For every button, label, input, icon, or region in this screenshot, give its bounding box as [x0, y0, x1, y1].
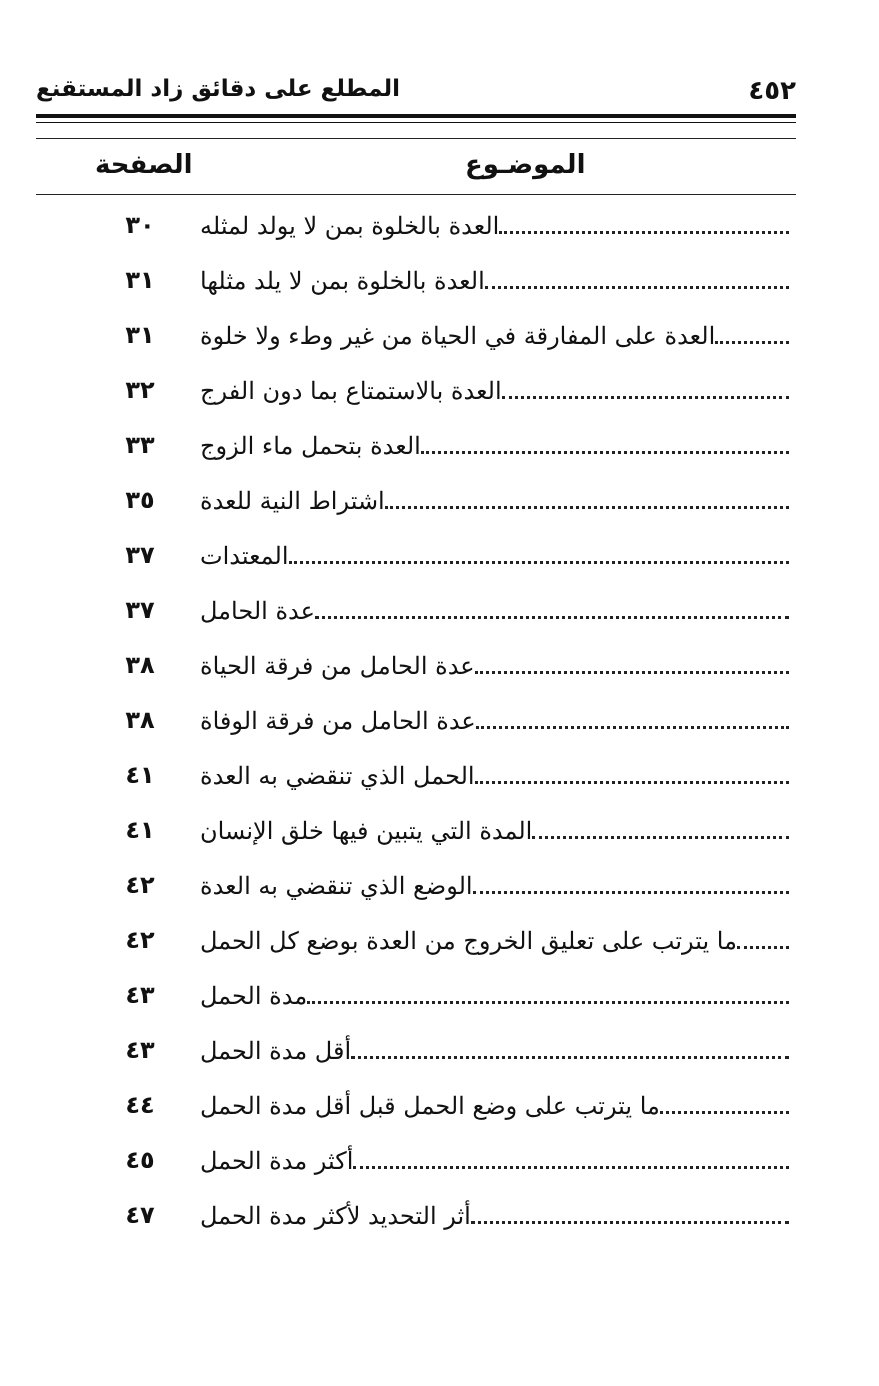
entry-leader: [196, 748, 789, 803]
entry-title: العدة بالخلوة بمن لا يلد مثلها: [200, 266, 485, 295]
contents-row: [0, 803, 879, 858]
dot-leader: [502, 396, 789, 399]
dot-leader: [307, 1001, 789, 1004]
entry-leader: [196, 693, 789, 748]
entry-title: عدة الحامل من فرقة الوفاة: [200, 706, 476, 735]
entry-page-number: ٣٧: [125, 596, 155, 624]
contents-row: [0, 363, 879, 418]
dot-leader: [351, 1056, 789, 1059]
contents-row: [0, 913, 879, 968]
dot-leader: [353, 1166, 789, 1169]
entry-leader: [196, 1078, 789, 1133]
entry-leader: [196, 1133, 789, 1188]
entry-page-number: ٣٨: [125, 706, 155, 734]
entry-leader: [196, 803, 789, 858]
entry-page-number: ٤١: [125, 761, 155, 789]
entry-title: أثر التحديد لأكثر مدة الحمل: [200, 1201, 471, 1230]
page-number: ٤٥٢: [748, 76, 796, 106]
entry-title: اشتراط النية للعدة: [200, 486, 385, 515]
entry-title: ما يترتب على وضع الحمل قبل أقل مدة الحمل: [200, 1091, 660, 1120]
entry-leader: [196, 1188, 789, 1243]
dot-leader: [289, 561, 789, 564]
dot-leader: [485, 286, 789, 289]
topic-column-header: الموضـوع: [465, 150, 586, 180]
entry-title: المعتدات: [200, 541, 289, 570]
contents-row: [0, 1188, 879, 1243]
dot-leader: [660, 1111, 789, 1114]
dot-leader: [499, 231, 789, 234]
entry-title: الوضع الذي تنقضي به العدة: [200, 871, 473, 900]
entry-page-number: ٣٢: [125, 376, 155, 404]
entry-leader: [196, 913, 789, 968]
entry-title: أكثر مدة الحمل: [200, 1146, 354, 1175]
entry-page-number: ٤٢: [125, 926, 155, 954]
entry-title: ما يترتب على تعليق الخروج من العدة بوضع كل الحمل: [200, 926, 737, 955]
contents-row: [0, 1133, 879, 1188]
contents-row: [0, 528, 879, 583]
entry-leader: [196, 638, 789, 693]
dot-leader: [475, 671, 789, 674]
contents-row: [0, 693, 879, 748]
entry-leader: [196, 858, 789, 913]
entry-leader: [196, 1023, 789, 1078]
entry-page-number: ٤٧: [125, 1201, 155, 1229]
running-header: [36, 72, 796, 112]
entry-page-number: ٣٣: [125, 431, 155, 459]
dot-leader: [532, 836, 789, 839]
entry-title: أقل مدة الحمل: [200, 1036, 352, 1065]
entry-title: مدة الحمل: [200, 981, 308, 1010]
contents-row: [0, 1023, 879, 1078]
entry-page-number: ٣٧: [125, 541, 155, 569]
dot-leader: [715, 341, 789, 344]
dot-leader: [476, 726, 789, 729]
header-rule-thick: [36, 114, 796, 118]
dot-leader: [471, 1221, 789, 1224]
entry-title: العدة على المفارقة في الحياة من غير وطء ولا خلوة: [200, 321, 716, 350]
contents-row: [0, 418, 879, 473]
entry-title: العدة بالاستمتاع بما دون الفرج: [200, 376, 502, 405]
entry-page-number: ٤٤: [125, 1091, 155, 1119]
contents-row: [0, 198, 879, 253]
entry-title: العدة بتحمل ماء الزوج: [200, 431, 421, 460]
entry-page-number: ٣٥: [125, 486, 155, 514]
dot-leader: [385, 506, 789, 509]
book-title: المطلع على دقائق زاد المستقنع: [36, 76, 401, 102]
entry-page-number: ٣٨: [125, 651, 155, 679]
contents-row: [0, 1078, 879, 1133]
contents-row: [0, 748, 879, 803]
entry-page-number: ٣١: [125, 266, 155, 294]
contents-row: [0, 583, 879, 638]
contents-row: [0, 858, 879, 913]
page-column-header: الصفحة: [95, 150, 193, 180]
entry-page-number: ٣١: [125, 321, 155, 349]
dot-leader: [421, 451, 789, 454]
entry-page-number: ٤٣: [125, 1036, 155, 1064]
entry-page-number: ٣٠: [125, 211, 155, 239]
contents-row: [0, 638, 879, 693]
entry-page-number: ٤٣: [125, 981, 155, 1009]
header-rule-thin: [36, 122, 796, 123]
table-header-rule: [36, 194, 796, 195]
contents-row: [0, 253, 879, 308]
entry-leader: [196, 198, 789, 253]
entry-title: عدة الحامل: [200, 596, 315, 625]
entry-title: عدة الحامل من فرقة الحياة: [200, 651, 475, 680]
dot-leader: [475, 781, 789, 784]
dot-leader: [315, 616, 789, 619]
entry-leader: [196, 528, 789, 583]
entry-page-number: ٤٢: [125, 871, 155, 899]
table-top-rule: [36, 138, 796, 139]
contents-row: [0, 473, 879, 528]
contents-row: [0, 308, 879, 363]
dot-leader: [737, 946, 789, 949]
dot-leader: [473, 891, 789, 894]
entry-leader: [196, 418, 789, 473]
entry-leader: [196, 253, 789, 308]
entry-leader: [196, 583, 789, 638]
entry-leader: [196, 308, 789, 363]
entry-page-number: ٤١: [125, 816, 155, 844]
entry-title: العدة بالخلوة بمن لا يولد لمثله: [200, 211, 500, 240]
entry-title: المدة التي يتبين فيها خلق الإنسان: [200, 816, 533, 845]
entry-title: الحمل الذي تنقضي به العدة: [200, 761, 475, 790]
entry-page-number: ٤٥: [125, 1146, 155, 1174]
entry-leader: [196, 968, 789, 1023]
entry-leader: [196, 363, 789, 418]
entry-leader: [196, 473, 789, 528]
contents-row: [0, 968, 879, 1023]
